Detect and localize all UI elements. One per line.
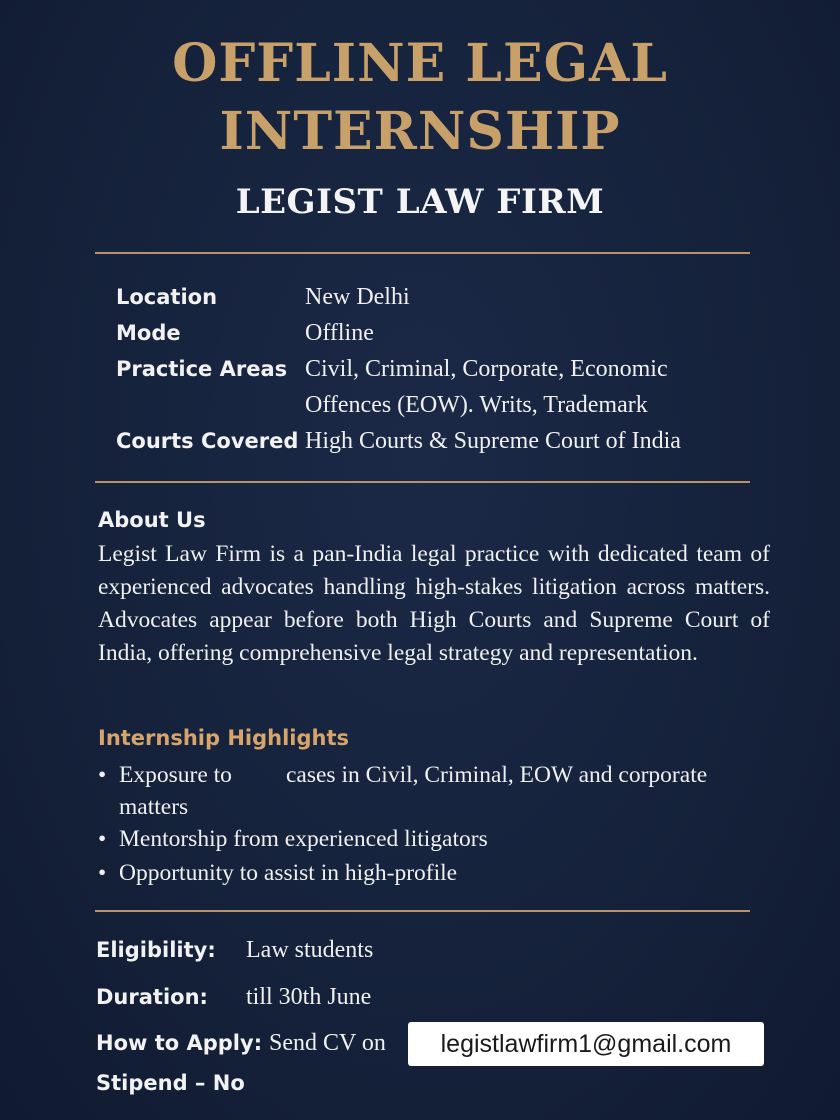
divider-top	[95, 252, 750, 254]
list-item	[98, 823, 758, 855]
detail-label-practice-areas: Practice Areas	[116, 357, 288, 381]
divider-middle	[95, 481, 750, 483]
firm-name: LEGIST LAW FIRM	[235, 182, 605, 222]
list-item	[98, 759, 758, 823]
duration-label: Duration:	[96, 985, 208, 1009]
apply-email-link[interactable]: legistlawfirm1@gmail.com	[408, 1022, 764, 1066]
detail-value-courts-covered: High Courts & Supreme Court of India	[305, 428, 681, 454]
highlight-item-1-line-2: matters	[119, 794, 189, 820]
divider-bottom	[95, 910, 750, 912]
highlight-item-1-part-2: cases in Civil, Criminal, EOW and corporate	[286, 762, 708, 788]
detail-value-location: New Delhi	[305, 284, 410, 310]
title-line-1: OFFLINE LEGAL	[172, 33, 668, 94]
highlight-item-2: Mentorship from experienced litigators	[119, 826, 488, 852]
highlights-heading: Internship Highlights	[98, 726, 350, 750]
stipend-label: Stipend – No	[96, 1071, 245, 1095]
highlight-item-3: Opportunity to assist in high-profile	[119, 860, 458, 886]
about-body: Legist Law Firm is a pan-India legal practice with dedicated team of experienced advocates handling high-stakes litigation across matters. Advocates appear before both High Courts and Supreme Court of India, offering comprehensive legal strategy and representation.	[98, 541, 770, 666]
detail-label-mode: Mode	[116, 321, 181, 345]
detail-value-mode: Offline	[305, 320, 374, 346]
apply-label: How to Apply:	[96, 1031, 263, 1055]
detail-value-practice-areas-line-1: Civil, Criminal, Corporate, Economic	[305, 356, 668, 382]
eligibility-label: Eligibility:	[96, 938, 216, 962]
duration-value: till 30th June	[246, 984, 372, 1010]
eligibility-value: Law students	[246, 937, 374, 963]
bullet-icon: •	[98, 826, 107, 852]
bullet-icon: •	[98, 860, 107, 886]
bullet-icon: •	[98, 762, 107, 788]
highlight-item-1-part-1: Exposure to	[119, 762, 232, 788]
detail-label-location: Location	[116, 285, 218, 309]
about-heading: About Us	[98, 508, 206, 532]
detail-label-courts-covered: Courts Covered	[116, 429, 299, 453]
apply-value: Send CV on	[269, 1030, 386, 1056]
detail-value-practice-areas-line-2: Offences (EOW). Writs, Trademark	[305, 392, 648, 418]
list-item	[98, 857, 758, 889]
title-line-2: INTERNSHIP	[219, 101, 621, 162]
